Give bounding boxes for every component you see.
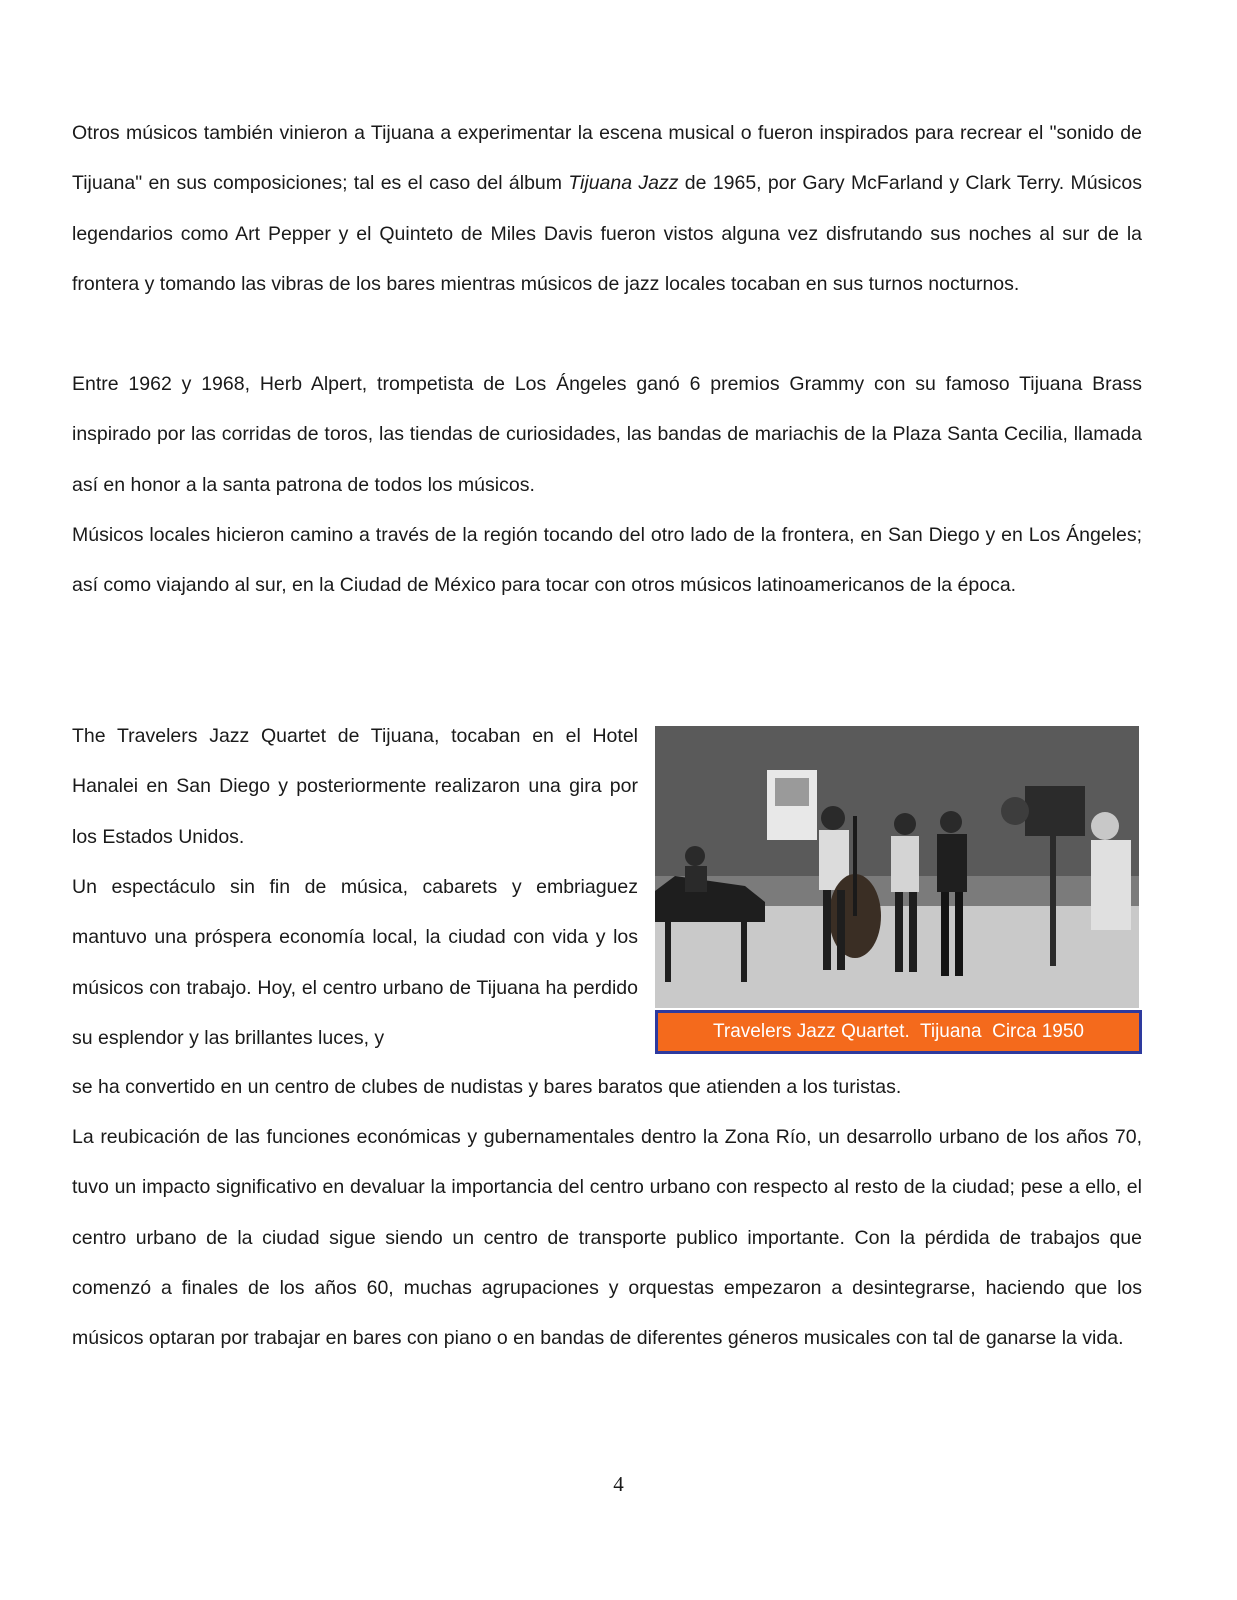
paragraph-3: Músicos locales hicieron camino a través de la región tocando del otro lado de la frontera, en San Diego y en Los Ángeles; así como viajando al sur, en la Ciudad de México para tocar con otros músicos latinoamericanos de la época. — [72, 524, 1142, 597]
band-figure — [655, 726, 1142, 1054]
paragraph-1: Otros músicos también vinieron a Tijuana a experimentar la escena musical o fueron inspirados para recrear el "sonido de Tijuana" en sus composiciones; tal es el caso del álbum Tijuana Jazz de 1965, por Gary McFarland y Clark Terry. Músicos legendarios como Art Pepper y el Quinteto de Miles Davis fueron vistos alguna vez disfrutando sus noches al sur de la frontera y tomando las vibras de los bares mientras músicos de jazz locales tocaban en sus turnos nocturnos. — [72, 122, 1142, 295]
band-photo-illustration — [655, 726, 1139, 1008]
paragraph-6: La reubicación de las funciones económicas y gubernamentales dentro la Zona Río, un desarrollo urbano de los años 70, tuvo un impacto significativo en devaluar la importancia del centro urbano con respecto al resto de la ciudad; pese a ello, el centro urbano de la ciudad sigue siendo un centro de transporte publico importante. Con la pérdida de trabajos que comenzó a finales de los años 60, muchas agrupaciones y orquestas empezaron a desintegrarse, haciendo que los músicos optaran por trabajar en bares con piano o en bandas de diferentes géneros musicales con tal de ganarse la vida. — [72, 1126, 1142, 1350]
page-number: 4 — [613, 1472, 624, 1496]
band-photo — [655, 726, 1139, 1008]
paragraph-5-continued: se ha convertido en un centro de clubes de nudistas y bares baratos que atienden a los turistas. — [72, 1076, 902, 1098]
paragraph-4: The Travelers Jazz Quartet de Tijuana, tocaban en el Hotel Hanalei en San Diego y posteriormente realizaron una gira por los Estados Unidos. — [72, 725, 638, 848]
album-title: Tijuana Jazz — [568, 172, 679, 195]
photo-caption: Travelers Jazz Quartet. Tijuana Circa 1950 — [655, 1010, 1142, 1054]
paragraph-2: Entre 1962 y 1968, Herb Alpert, trompetista de Los Ángeles ganó 6 premios Grammy con su famoso Tijuana Brass inspirado por las corridas de toros, las tiendas de curiosidades, las bandas de mariachis de la Plaza Santa Cecilia, llamada así en honor a la santa patrona de todos los músicos. — [72, 373, 1142, 496]
paragraph-5: Un espectáculo sin fin de música, cabarets y embriaguez mantuvo una próspera economía local, la ciudad con vida y los músicos con trabajo. Hoy, el centro urbano de Tijuana ha perdido su esplendor y las brillantes luces, y — [72, 876, 638, 1049]
